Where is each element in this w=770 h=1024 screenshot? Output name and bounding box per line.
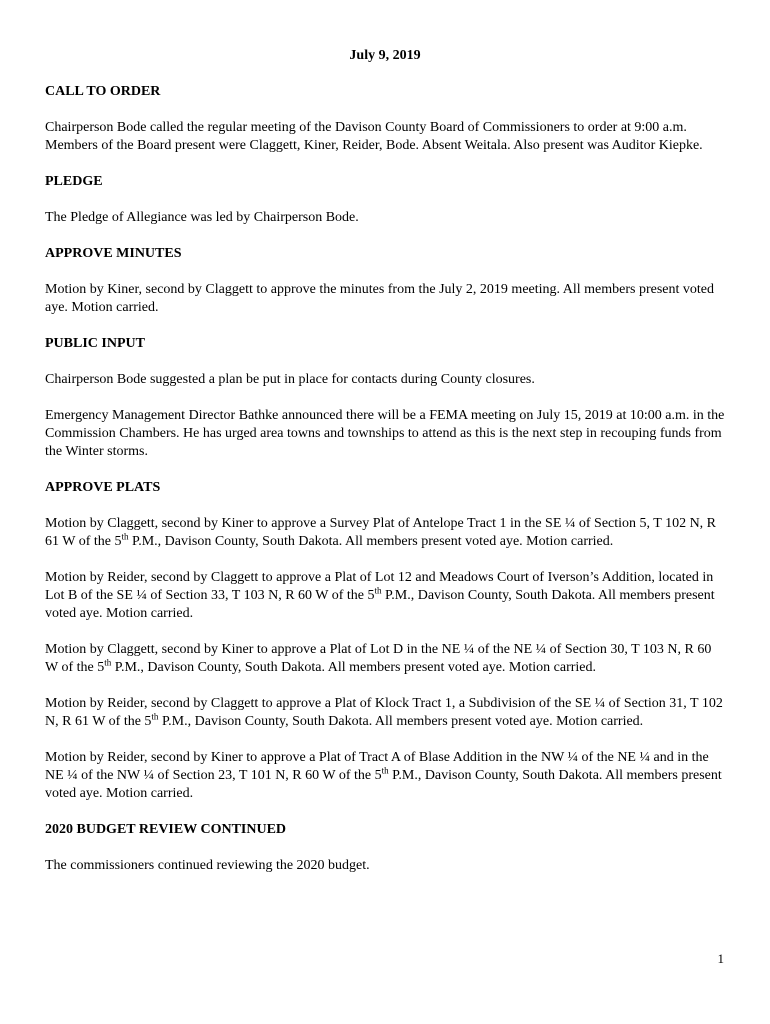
ordinal-superscript: th	[104, 657, 112, 668]
section-heading: PUBLIC INPUT	[45, 336, 145, 351]
section-heading: APPROVE MINUTES	[45, 246, 182, 261]
ordinal-superscript: th	[151, 711, 159, 722]
ordinal-superscript: th	[381, 765, 389, 776]
section-heading: PLEDGE	[45, 174, 103, 189]
page-number: 1	[717, 951, 724, 966]
section-paragraph: Motion by Kiner, second by Claggett to approve the minutes from the July 2, 2019 meeting. All members present voted aye. Motion carried.	[45, 282, 714, 315]
section-heading: APPROVE PLATS	[45, 480, 161, 495]
section-paragraph: The commissioners continued reviewing the 2020 budget.	[45, 858, 370, 873]
section-heading: CALL TO ORDER	[45, 84, 161, 99]
section-paragraph: Motion by Reider, second by Claggett to approve a Plat of Lot 12 and Meadows Court of Iverson’s Addition, located in Lot B of the SE ¼ of Section 33, T 103 N, R 60 W of the 5th P.M., Davison County, South Dakota. All members present voted aye. Motion carried.	[45, 570, 715, 621]
ordinal-superscript: th	[374, 585, 382, 596]
ordinal-superscript: th	[121, 531, 129, 542]
section-paragraph: Chairperson Bode suggested a plan be put in place for contacts during County closures.	[45, 372, 535, 387]
section-paragraph: Motion by Reider, second by Kiner to approve a Plat of Tract A of Blase Addition in the NW ¼ of the NE ¼ and in the NE ¼ of the NW ¼ of Section 23, T 101 N, R 60 W of the 5th P.M., Davison County, South Dakota. All members present voted aye. Motion carried.	[45, 750, 722, 801]
section-paragraph: Chairperson Bode called the regular meeting of the Davison County Board of Commissioners to order at 9:00 a.m. Members of the Board present were Claggett, Kiner, Reider, Bode. Absent Weitala. Also present was Auditor Kiepke.	[45, 120, 703, 153]
minutes-body	[45, 83, 725, 893]
section-paragraph: Motion by Reider, second by Claggett to approve a Plat of Klock Tract 1, a Subdivision of the SE ¼ of Section 31, T 102 N, R 61 W of the 5th P.M., Davison County, South Dakota. All members present voted aye. Motion carried.	[45, 696, 723, 729]
section-paragraph: Motion by Claggett, second by Kiner to approve a Plat of Lot D in the NE ¼ of the NE ¼ of Section 30, T 103 N, R 60 W of the 5th P.M., Davison County, South Dakota. All members present voted aye. Motion carried.	[45, 642, 712, 675]
meeting-date: July 9, 2019	[349, 48, 421, 63]
section-paragraph: The Pledge of Allegiance was led by Chairperson Bode.	[45, 210, 359, 225]
section-heading: 2020 BUDGET REVIEW CONTINUED	[45, 822, 287, 837]
section-paragraph: Emergency Management Director Bathke announced there will be a FEMA meeting on July 15, 2019 at 10:00 a.m. in the Commission Chambers. He has urged area towns and townships to attend as this is the next step in recouping funds from the Winter storms.	[45, 408, 725, 459]
section-paragraph: Motion by Claggett, second by Kiner to approve a Survey Plat of Antelope Tract 1 in the SE ¼ of Section 5, T 102 N, R 61 W of the 5th P.M., Davison County, South Dakota. All members present voted aye. Motion carried.	[45, 516, 717, 549]
